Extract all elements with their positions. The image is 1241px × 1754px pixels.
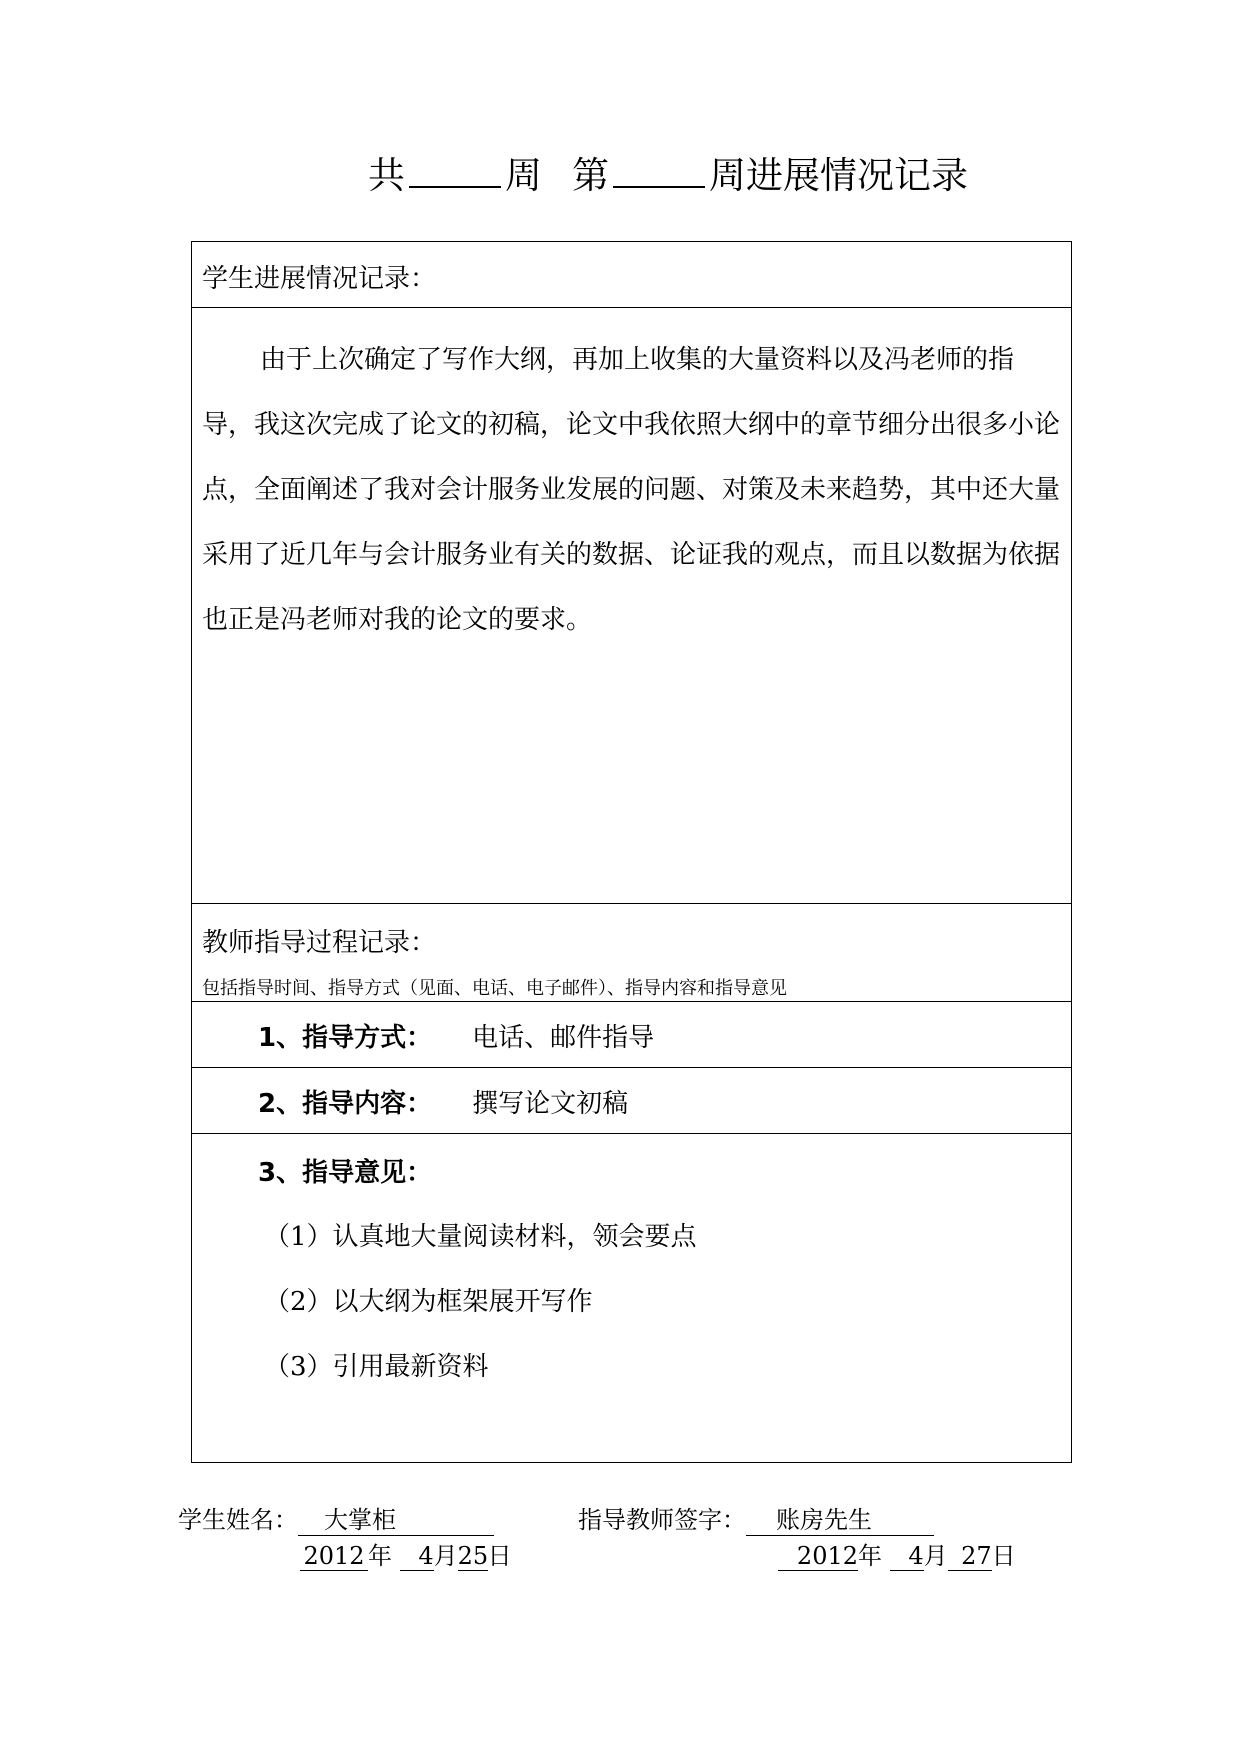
student-name-label: 学生姓名： [178,1506,298,1534]
guidance-opinion-label: 3、指导意见： [258,1158,433,1188]
student-section-label: 学生进展情况记录： [202,264,437,294]
student-date-month: 4 [400,1542,434,1571]
record-table [191,241,1072,1463]
student-body-row [192,308,1071,904]
student-date-year: 2012 [300,1542,368,1571]
guidance-method-label: 1、指导方式： [258,1023,433,1053]
student-label-row [192,242,1071,308]
teacher-sign-label: 指导教师签字： [578,1506,746,1534]
teacher-name-value: 账房先生 [746,1500,934,1536]
student-name-value: 大掌柜 [298,1500,494,1536]
title-blank-total [409,152,501,188]
teacher-date-month: 4 [890,1542,924,1571]
student-signature-line [178,1500,494,1536]
teacher-date-day: 27 [948,1542,992,1571]
guidance-method-value: 电话、邮件指导 [472,1023,655,1053]
guidance-method-row [192,1002,1071,1068]
teacher-section-note: 包括指导时间、指导方式（见面、电话、电子邮件）、指导内容和指导意见 [202,978,787,999]
teacher-label-row [192,904,1071,1002]
guidance-content-label: 2、指导内容： [258,1089,433,1119]
student-date-day: 25 [457,1542,489,1570]
student-progress-text: 由于上次确定了写作大纲，再加上收集的大量资料以及冯老师的指导，我这次完成了论文的初稿，论文中我依照大纲中的章节细分出很多小论点，全面阐述了我对会计服务业发展的问题、对策及未来趋势，其中还大量采用了近几年与会计服务业有关的数据、论证我的观点，而且以数据为依据也正是冯老师对我的论文的要求。 [202,345,1061,635]
guidance-content-row [192,1068,1071,1134]
student-date: 2012 年 4月25日 [300,1536,512,1571]
opinion-item-2: （2）以大纲为框架展开写作 [264,1287,593,1317]
page-title [368,152,968,197]
teacher-section-label: 教师指导过程记录： [202,928,437,958]
title-blank-week [613,152,705,188]
title-prefix: 共 [368,154,405,197]
teacher-signature-line [578,1500,934,1536]
opinion-item-1: （1）认真地大量阅读材料，领会要点 [264,1222,697,1252]
title-mid2: 第 [572,154,609,197]
title-suffix: 周进展情况记录 [709,154,968,197]
title-middle: 周 [505,154,542,197]
guidance-content-value: 撰写论文初稿 [472,1089,629,1119]
teacher-date-year: 2012 [778,1542,858,1571]
opinion-item-3: （3）引用最新资料 [264,1352,489,1382]
guidance-opinion-row [192,1134,1071,1462]
teacher-date: 2012年 4月 27日 [778,1536,1016,1571]
